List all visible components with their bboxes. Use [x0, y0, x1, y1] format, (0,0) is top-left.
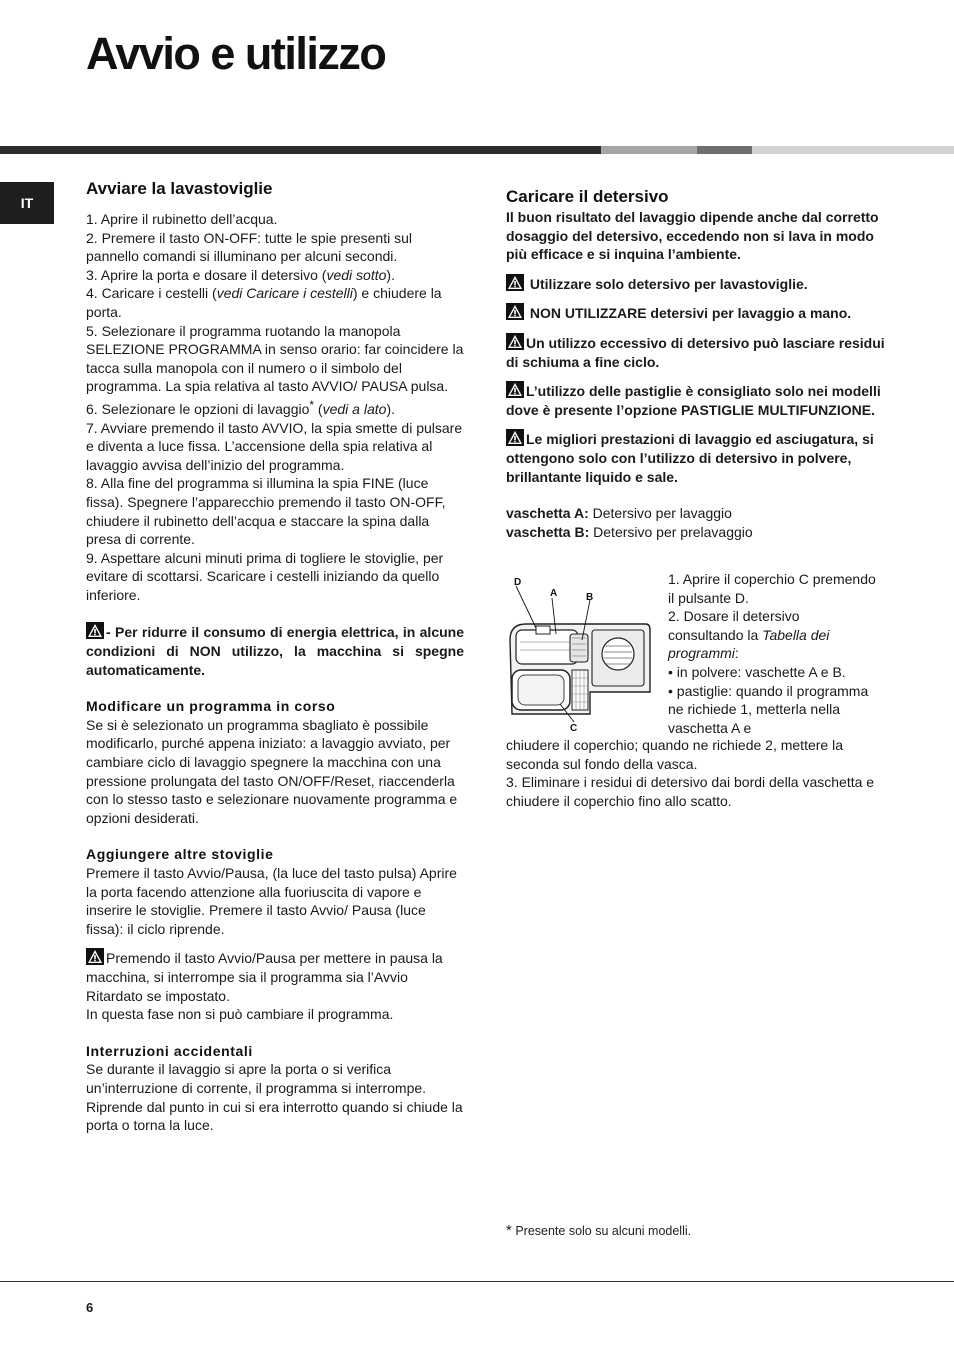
detergent-warning-4: L’utilizzo delle pastiglie è consigliato solo nei modelli dove è presente l’opzione PASTIGLIE MULTIFUNZIONE.: [506, 383, 881, 418]
header-bar-pale: [752, 146, 954, 154]
header-bar-light: [601, 146, 697, 154]
step-7: 7. Avviare premendo il tasto AVVIO, la spia smette di pulsare e diventa a luce fissa. L’accensione della spia relativa al lavaggio avvisa dell’inizio del programma.: [86, 419, 463, 473]
subtitle-modify-program: Modificare un programma in corso: [86, 698, 336, 715]
subtitle-add-dishes: Aggiungere altre stoviglie: [86, 846, 274, 863]
pause-warning: Premendo il tasto Avvio/Pausa per mettere in pausa la macchina, si interrompe sia il programma sia l’Avvio Ritardato se impostato.: [86, 950, 443, 1004]
pause-note: In questa fase non si può cambiare il programma.: [86, 1006, 394, 1023]
detergent-dispenser-diagram: [506, 574, 652, 734]
warning-icon: [506, 303, 524, 320]
warning-icon: [86, 948, 104, 965]
instruction-bullet-tablets: • pastiglie: quando il programma ne richiede 1, metterla nella vaschetta A e: [668, 682, 869, 736]
warning-icon: [506, 274, 524, 291]
section-title-start: Avviare la lavastoviglie: [86, 179, 273, 198]
left-column: [86, 178, 464, 1135]
instruction-bullet-powder: • in polvere: vaschette A e B.: [668, 663, 846, 680]
footer-divider: [0, 1281, 954, 1282]
header-bar-dark: [0, 146, 601, 154]
compartment-b: vaschetta B: Detersivo per prelavaggio: [506, 523, 753, 540]
step-1: 1. Aprire il rubinetto dell’acqua.: [86, 211, 278, 227]
subtitle-interruptions: Interruzioni accidentali: [86, 1042, 253, 1059]
modify-program-text: Se si è selezionato un programma sbagliato è possibile modificarlo, purché appena iniziato: a lavaggio avviato, per cambiare ciclo di lavaggio spegnere la macchina con una pressione prolungata del tasto ON/OFF/Reset, riaccenderla con lo stesso tasto e selezionare nuovamente programma e opzioni desiderati.: [86, 716, 458, 826]
label-c: C: [570, 723, 578, 734]
label-a: A: [550, 588, 558, 599]
detergent-intro: Il buon risultato del lavaggio dipende anche dal corretto dosaggio del detersivo, eccedendo non si lava in modo più efficace e si inquina l’ambiente.: [506, 209, 879, 263]
instruction-bullet-tablets-cont: chiudere il coperchio; quando ne richiede 2, mettere la seconda sul fondo della vasca.: [506, 737, 843, 772]
add-dishes-text: Premere il tasto Avvio/Pausa, (la luce del tasto pulsa) Aprire la porta facendo attenzione alla fuoriuscita di vapore e inserire le stoviglie. Premere il tasto Avvio/ Pausa (luce fissa): il ciclo riprende.: [86, 865, 457, 937]
detergent-warning-2: NON UTILIZZARE detersivi per lavaggio a mano.: [506, 303, 890, 323]
detergent-warning-1: Utilizzare solo detersivo per lavastoviglie.: [506, 274, 890, 294]
page-number: 6: [86, 1300, 94, 1315]
step-5: 5. Selezionare il programma ruotando la manopola SELEZIONE PROGRAMMA in senso orario: far coincidere la tacca sulla manopola con il numero o il simbolo del programma. La spia relativa al tasto AVVIO/ PAUSA pulsa.: [86, 322, 464, 395]
footnote: * Presente solo su alcuni modelli.: [506, 1222, 692, 1239]
step-4: 4. Caricare i cestelli (vedi Caricare i cestelli) e chiudere la porta.: [86, 285, 442, 320]
language-tab: IT: [0, 182, 54, 224]
right-column: [506, 186, 890, 541]
instruction-2: 2. Dosare il detersivo consultando la Tabella dei programmi:: [668, 608, 830, 662]
section-title-detergent: Caricare il detersivo: [506, 187, 669, 206]
detergent-warning-3: Un utilizzo eccessivo di detersivo può lasciare residui di schiuma a fine ciclo.: [506, 334, 885, 370]
warning-icon: [86, 622, 104, 639]
instruction-3: 3. Eliminare i residui di detersivo dai bordi della vaschetta e chiudere il coperchio fino allo scatto.: [506, 774, 875, 809]
compartment-a: vaschetta A: Detersivo per lavaggio: [506, 505, 732, 522]
label-b: B: [586, 592, 594, 603]
dispenser-instructions-continued: [506, 736, 890, 810]
warning-icon: [506, 429, 524, 446]
instruction-1: 1. Aprire il coperchio C premendo il pulsante D.: [668, 571, 876, 606]
interruptions-text: Se durante il lavaggio si apre la porta o si verifica un’interruzione di corrente, il programma si interrompe. Riprende dal punto in cui si era interrotto quando si chiude la porta o torna la luce.: [86, 1061, 463, 1134]
step-9: 9. Aspettare alcuni minuti prima di togliere le stoviglie, per evitare di scottarsi. Scaricare i cestelli iniziando da quello inferiore.: [86, 549, 444, 603]
step-6: 6. Selezionare le opzioni di lavaggio* (vedi a lato).: [86, 397, 395, 417]
step-2: 2. Premere il tasto ON-OFF: tutte le spie presenti sul pannello comandi si illuminano per alcuni secondi.: [86, 229, 413, 265]
step-8: 8. Alla fine del programma si illumina la spia FINE (luce fissa). Spegnere l’apparecchio premendo il tasto ON-OFF, chiudere il rubinetto dell’acqua e staccare la spina dalla presa di corrente.: [86, 475, 446, 548]
detergent-warning-5: Le migliori prestazioni di lavaggio ed asciugatura, si ottengono solo con l’utilizzo di detersivo in polvere, brillantante liquido e sale.: [506, 431, 874, 485]
dispenser-instructions: [668, 570, 878, 737]
warning-icon: [506, 381, 524, 398]
label-d: D: [514, 577, 522, 588]
page-title: Avvio e utilizzo: [86, 28, 386, 79]
warning-icon: [506, 333, 524, 350]
step-3: 3. Aprire la porta e dosare il detersivo (vedi sotto).: [86, 266, 395, 283]
header-bar-mid: [697, 146, 752, 154]
energy-warning: - Per ridurre il consumo di energia elettrica, in alcune condizioni di NON utilizzo, la macchina si spegne automaticamente.: [86, 624, 464, 678]
